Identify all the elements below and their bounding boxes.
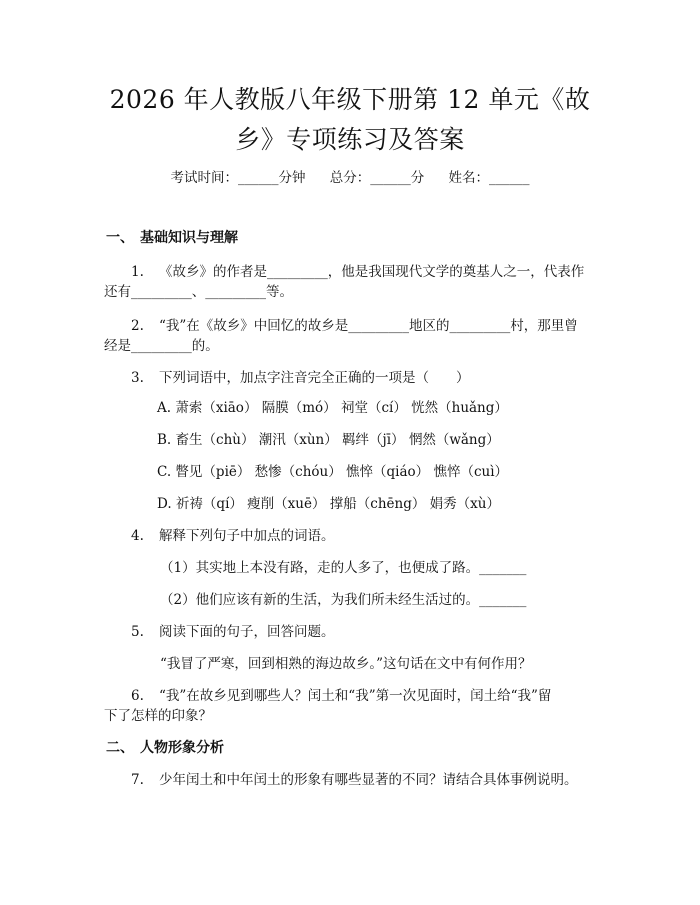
question-6-line-2: 下了怎样的印象？	[104, 708, 212, 724]
page-title-line-1: 2026 年人教版八年级下册第 12 单元《故	[109, 85, 591, 114]
option-d: D. 祈祷（qí） 瘦削（xuē） 撑船（chēng） 娟秀（xù）	[157, 496, 500, 512]
question-number: 2.	[131, 318, 144, 334]
question-5-quote: “我冒了严寒，回到相熟的海边故乡。”这句话在文中有何作用？	[160, 656, 532, 672]
question-text: 《故乡》的作者是_________，他是我国现代文学的奠基人之一，代表作	[159, 264, 585, 280]
total-score-field: 总分：______分	[329, 170, 425, 186]
question-text: 解释下列句子中加点的词语。	[159, 528, 335, 544]
section-title: 人物形象分析	[140, 740, 224, 756]
question-number: 3.	[131, 370, 144, 386]
question-number: 6.	[131, 688, 144, 704]
question-6-line-1	[131, 686, 551, 706]
question-number: 5.	[131, 624, 144, 640]
question-number: 7.	[131, 772, 144, 788]
question-2-line-1	[131, 316, 578, 336]
exam-meta	[0, 168, 700, 188]
question-text: 少年闰土和中年闰土的形象有哪些显著的不同？请结合具体事例说明。	[159, 772, 578, 788]
question-7-line-1	[131, 770, 578, 790]
question-number: 1.	[131, 264, 144, 280]
option-b: B. 畜生（chù） 潮汛（xùn） 羁绊（jī） 惘然（wǎng）	[157, 432, 500, 448]
section-heading-1	[106, 228, 238, 248]
question-1-line-2: 还有_________、_________等。	[104, 284, 293, 300]
question-4-stem	[131, 526, 335, 546]
student-name-field: 姓名：______	[448, 170, 530, 186]
question-1-line-1	[131, 262, 584, 282]
question-text: 阅读下面的句子，回答问题。	[159, 624, 335, 640]
section-number: 一、	[106, 230, 134, 246]
option-c: C. 瞥见（piē） 愁惨（chóu） 憔悴（qiáo） 憔悴（cuì）	[157, 464, 509, 480]
page-title-line-2: 乡》专项练习及答案	[235, 125, 465, 154]
question-2-line-2: 经是_________的。	[104, 338, 219, 354]
question-text: “我”在故乡见到哪些人？闰土和“我”第一次见面时，闰土给“我”留	[159, 688, 552, 704]
section-heading-2	[106, 738, 224, 758]
question-4-sub-1: （1）其实地上本没有路，走的人多了，也便成了路。_______	[160, 560, 527, 576]
question-text: 下列词语中，加点字注音完全正确的一项是（ ）	[159, 370, 470, 386]
question-number: 4.	[131, 528, 144, 544]
question-5-stem	[131, 622, 335, 642]
section-number: 二、	[106, 740, 134, 756]
question-text: “我”在《故乡》中回忆的故乡是_________地区的_________村，那里曾	[159, 318, 578, 334]
section-title: 基础知识与理解	[140, 230, 238, 246]
exam-time-field: 考试时间：______分钟	[170, 170, 306, 186]
question-4-sub-2: （2）他们应该有新的生活，为我们所未经生活过的。_______	[160, 592, 527, 608]
option-a: A. 萧索（xiāo） 隔膜（mó） 祠堂（cí） 恍然（huǎng）	[157, 400, 508, 416]
question-3-stem	[131, 368, 470, 388]
